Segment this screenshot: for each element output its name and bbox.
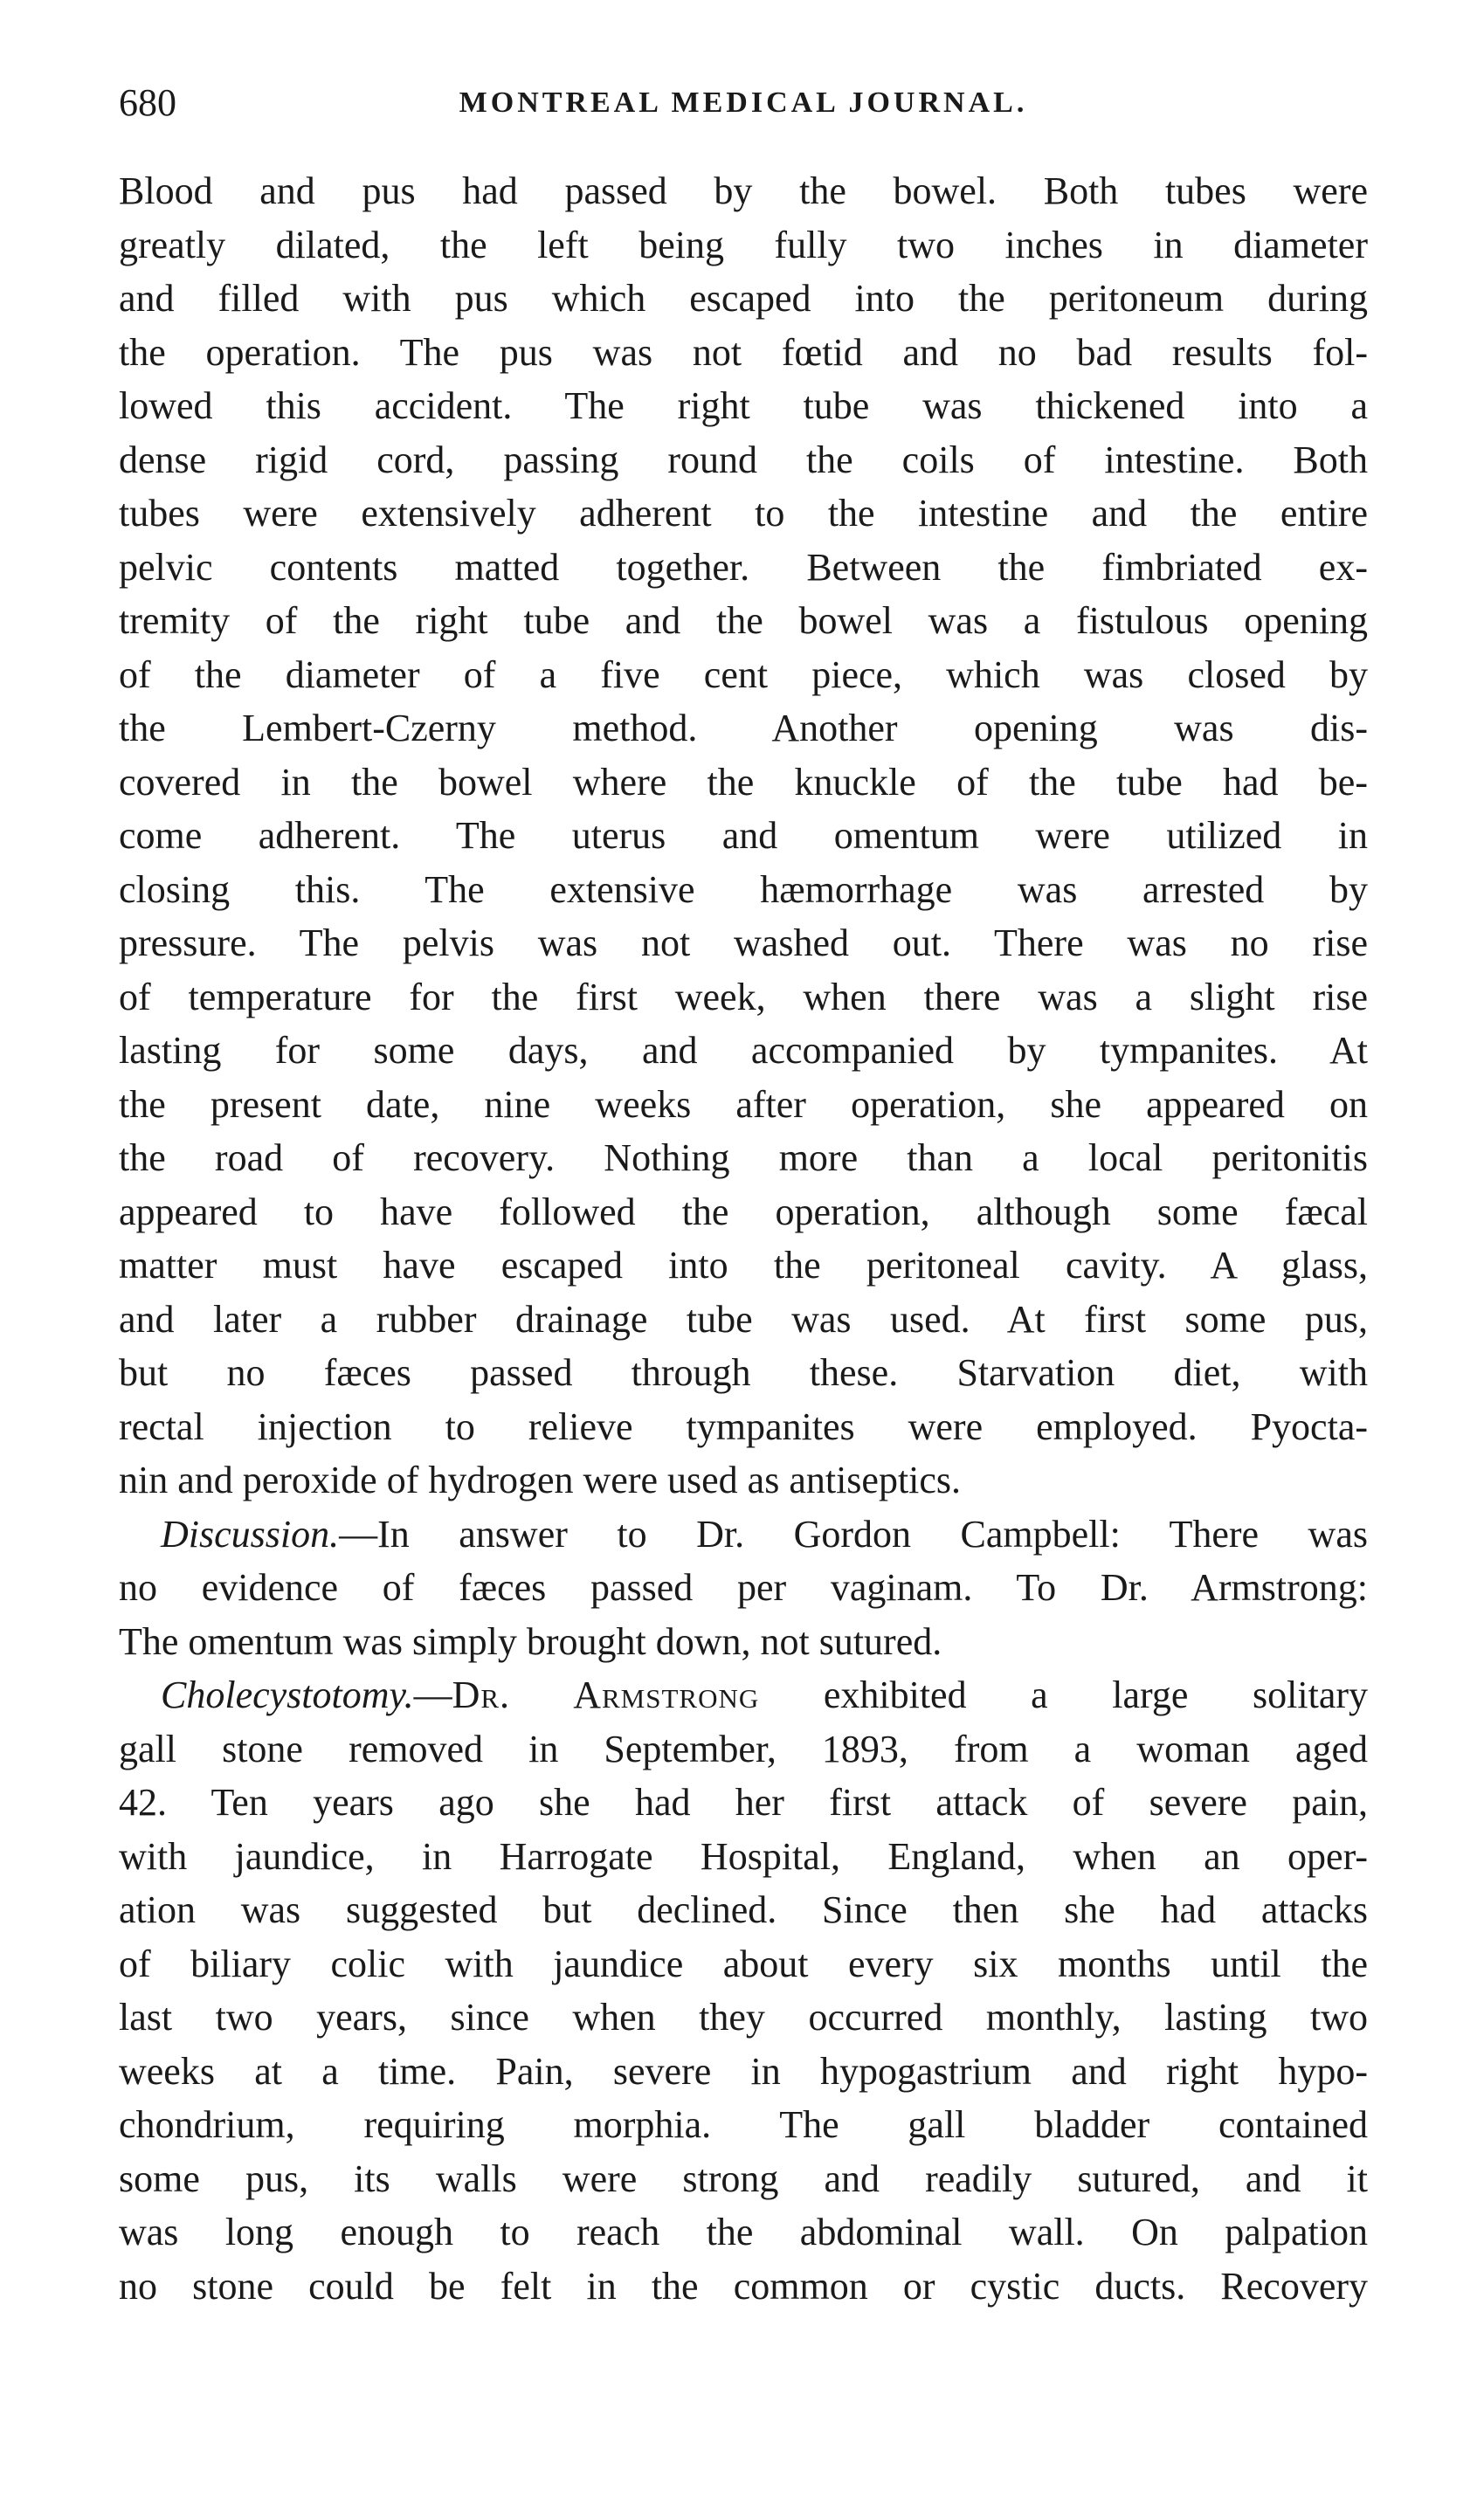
text-line: appeared to have followed the operation, although some fæcal [119, 1190, 1368, 1233]
page-number: 680 [119, 81, 176, 124]
text-line: pressure. The pelvis was not washed out. There was no rise [119, 921, 1368, 964]
text-line: matter must have escaped into the peritoneal cavity. A glass, [119, 1244, 1368, 1287]
text-line: the road of recovery. Nothing more than a local peritonitis [119, 1136, 1368, 1179]
text-line: the operation. The pus was not fœtid and no bad results fol- [119, 330, 1368, 374]
text-line: of temperature for the first week, when there was a slight rise [119, 975, 1368, 1018]
text-line: and later a rubber drainage tube was used. At first some pus, [119, 1297, 1368, 1341]
page-header [119, 77, 1368, 129]
text-line: tremity of the right tube and the bowel was a fistulous opening [119, 599, 1368, 642]
text-line: but no fæces passed through these. Starvation diet, with [119, 1351, 1368, 1394]
article-body [119, 164, 1368, 2313]
text-line: closing this. The extensive hæmorrhage was arrested by [119, 867, 1368, 911]
text-line: Discussion.—In answer to Dr. Gordon Campbell: There was [161, 1512, 1368, 1556]
text-line: no evidence of fæces passed per vaginam. To Dr. Armstrong: [119, 1566, 1368, 1609]
text-line: of biliary colic with jaundice about every six months until the [119, 1942, 1368, 1985]
text-line: pelvic contents matted together. Between the fimbriated ex- [119, 545, 1368, 589]
discussion-paragraph [119, 1508, 1368, 1669]
text-line: last two years, since when they occurred monthly, lasting two [119, 1996, 1368, 2039]
discussion-heading: Discussion. [161, 1512, 340, 1556]
text-line: greatly dilated, the left being fully two inches in diameter [119, 223, 1368, 266]
running-head: MONTREAL MEDICAL JOURNAL. [459, 86, 1028, 119]
text-line: The omentum was simply brought down, not sutured. [119, 1619, 942, 1663]
text-line: no stone could be felt in the common or cystic ducts. Recovery [119, 2264, 1368, 2308]
text-line: rectal injection to relieve tympanites were employed. Pyocta- [119, 1404, 1368, 1448]
text-line: was long enough to reach the abdominal wall. On palpation [119, 2211, 1368, 2253]
text-line: the Lembert-Czerny method. Another opening was dis- [119, 707, 1368, 749]
text-line: ation was suggested but declined. Since then she had attacks [119, 1888, 1368, 1931]
cholecystotomy-paragraph [119, 1668, 1368, 2313]
text-line: of the diameter of a five cent piece, which was closed by [119, 652, 1368, 696]
text-line: covered in the bowel where the knuckle of the tube had be- [119, 760, 1368, 804]
doctor-name: Dr. Armstrong [452, 1673, 760, 1716]
text-line: chondrium, requiring morphia. The gall bladder contained [119, 2103, 1368, 2146]
text-line: Cholecystotomy.—Dr. Armstrong exhibited a large solitary [161, 1673, 1368, 1716]
text-line: gall stone removed in September, 1893, from a woman aged [119, 1727, 1368, 1770]
text-line: tubes were extensively adherent to the intestine and the entire [119, 492, 1368, 535]
text-line: come adherent. The uterus and omentum were utilized in [119, 814, 1368, 857]
text-line: some pus, its walls were strong and readily sutured, and it [119, 2157, 1368, 2200]
text-line: dense rigid cord, passing round the coils of intestine. Both [119, 438, 1368, 481]
text-line: and filled with pus which escaped into the peritoneum during [119, 277, 1368, 320]
text-line: nin and peroxide of hydrogen were used as antiseptics. [119, 1459, 962, 1501]
text-line: Blood and pus had passed by the bowel. Both tubes were [119, 169, 1368, 212]
case-report-paragraph [119, 164, 1368, 1453]
text-line: the present date, nine weeks after operation, she appeared on [119, 1082, 1368, 1126]
text-line: lasting for some days, and accompanied by tympanites. At [119, 1029, 1368, 1072]
text-line: 42. Ten years ago she had her first attack of severe pain, [119, 1781, 1368, 1824]
cholecystotomy-heading: Cholecystotomy. [161, 1673, 414, 1716]
text-line: lowed this accident. The right tube was thickened into a [119, 384, 1368, 427]
text-line: weeks at a time. Pain, severe in hypogastrium and right hypo- [119, 2049, 1368, 2093]
text-line: with jaundice, in Harrogate Hospital, England, when an oper- [119, 1834, 1368, 1878]
